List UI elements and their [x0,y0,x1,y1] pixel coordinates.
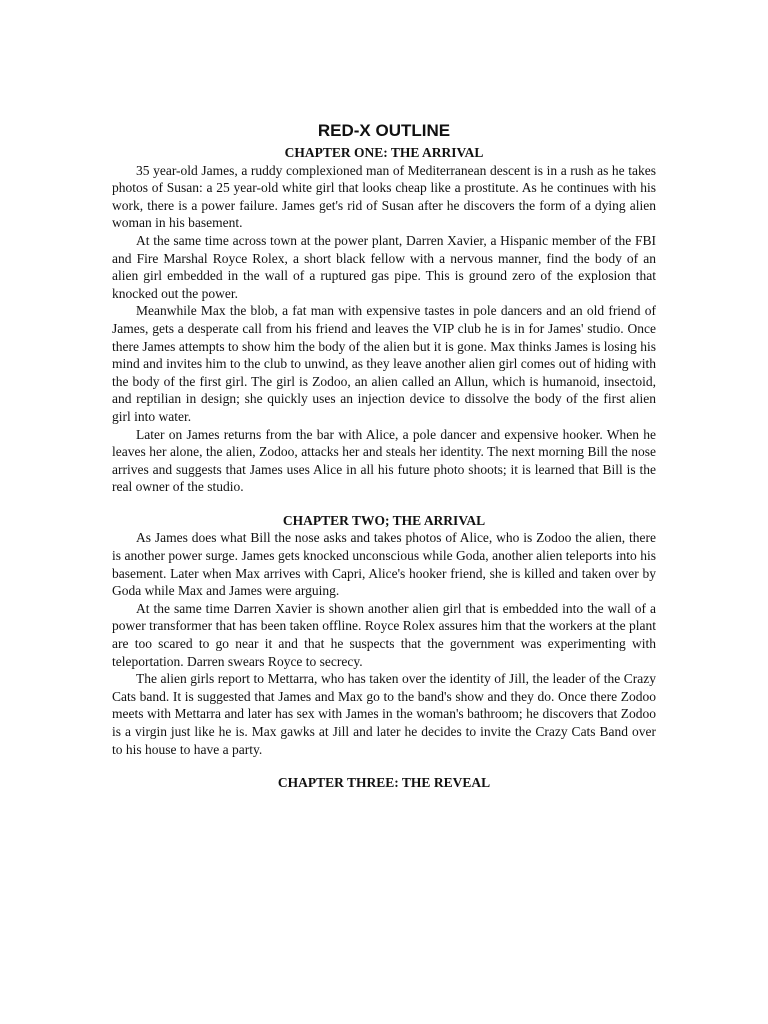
chapter-two [112,512,656,758]
chapter-heading: CHAPTER THREE: THE REVEAL [277,775,491,791]
chapter-three [112,774,656,792]
paragraph: 35 year-old James, a ruddy complexioned man of Mediterranean descent is in a rush as he takes photos of Susan: a 25 year-old white girl that looks cheap like a prostitute. As he continues with his work, there is a power failure. James get's rid of Susan after he discovers the form of a dying alien woman in his basement. [112,162,656,231]
chapter-heading: CHAPTER ONE: THE ARRIVAL [284,145,484,160]
paragraph: At the same time Darren Xavier is shown another alien girl that is embedded into the wall of a power transformer that has been taken offline. Royce Rolex assures him that the workers at the plant are too scared to go near it and that he suspects that the government was experimenting with teleportation. Darren swears Royce to secrecy. [112,600,656,669]
paragraph: At the same time across town at the power plant, Darren Xavier, a Hispanic member of the FBI and Fire Marshal Royce Rolex, a short black fellow with a nervous manner, find the body of an alien girl embedded in the wall of a ruptured gas pipe. This is ground zero of the explosion that knocked out the power. [112,232,656,301]
chapter-heading: CHAPTER TWO; THE ARRIVAL [282,512,486,528]
document-page [112,120,656,792]
chapter-one [112,144,656,496]
document-title: RED-X OUTLINE [317,121,451,140]
paragraph: Later on James returns from the bar with Alice, a pole dancer and expensive hooker. When he leaves her alone, the alien, Zodoo, attacks her and steals her identity. The next morning Bill the nose arrives and suggests that James uses Alice in all his future photo shoots; it is learned that Bill is the real owner of the studio. [112,426,656,495]
paragraph: Meanwhile Max the blob, a fat man with expensive tastes in pole dancers and an old friend of James, gets a desperate call from his friend and leaves the VIP club he is in for James' studio. Once there James attempts to show him the body of the alien but it is gone. Max thinks James is losing his mind and invites him to the club to unwind, as they leave another alien girl comes out of hiding with the body of the first girl. The girl is Zodoo, an alien called an Allun, which is humanoid, insectoid, and reptilian in design; she quickly uses an injection device to dissolve the body of the first alien girl into water. [112,303,656,424]
paragraph: The alien girls report to Mettarra, who has taken over the identity of Jill, the leader of the Crazy Cats band. It is suggested that James and Max go to the band's show and they do. Once there Zodoo meets with Mettarra and later has sex with James in the woman's bathroom; he discovers that Zodoo is a virgin just like he is. Max gawks at Jill and later he decides to invite the Crazy Cats Band over to his house to have a party. [112,671,656,757]
paragraph: As James does what Bill the nose asks and takes photos of Alice, who is Zodoo the alien, there is another power surge. James gets knocked unconscious while Goda, another alien teleports into his basement. Later when Max arrives with Capri, Alice's hooker friend, she is killed and taken over by Goda while Max and James were arguing. [112,530,656,599]
